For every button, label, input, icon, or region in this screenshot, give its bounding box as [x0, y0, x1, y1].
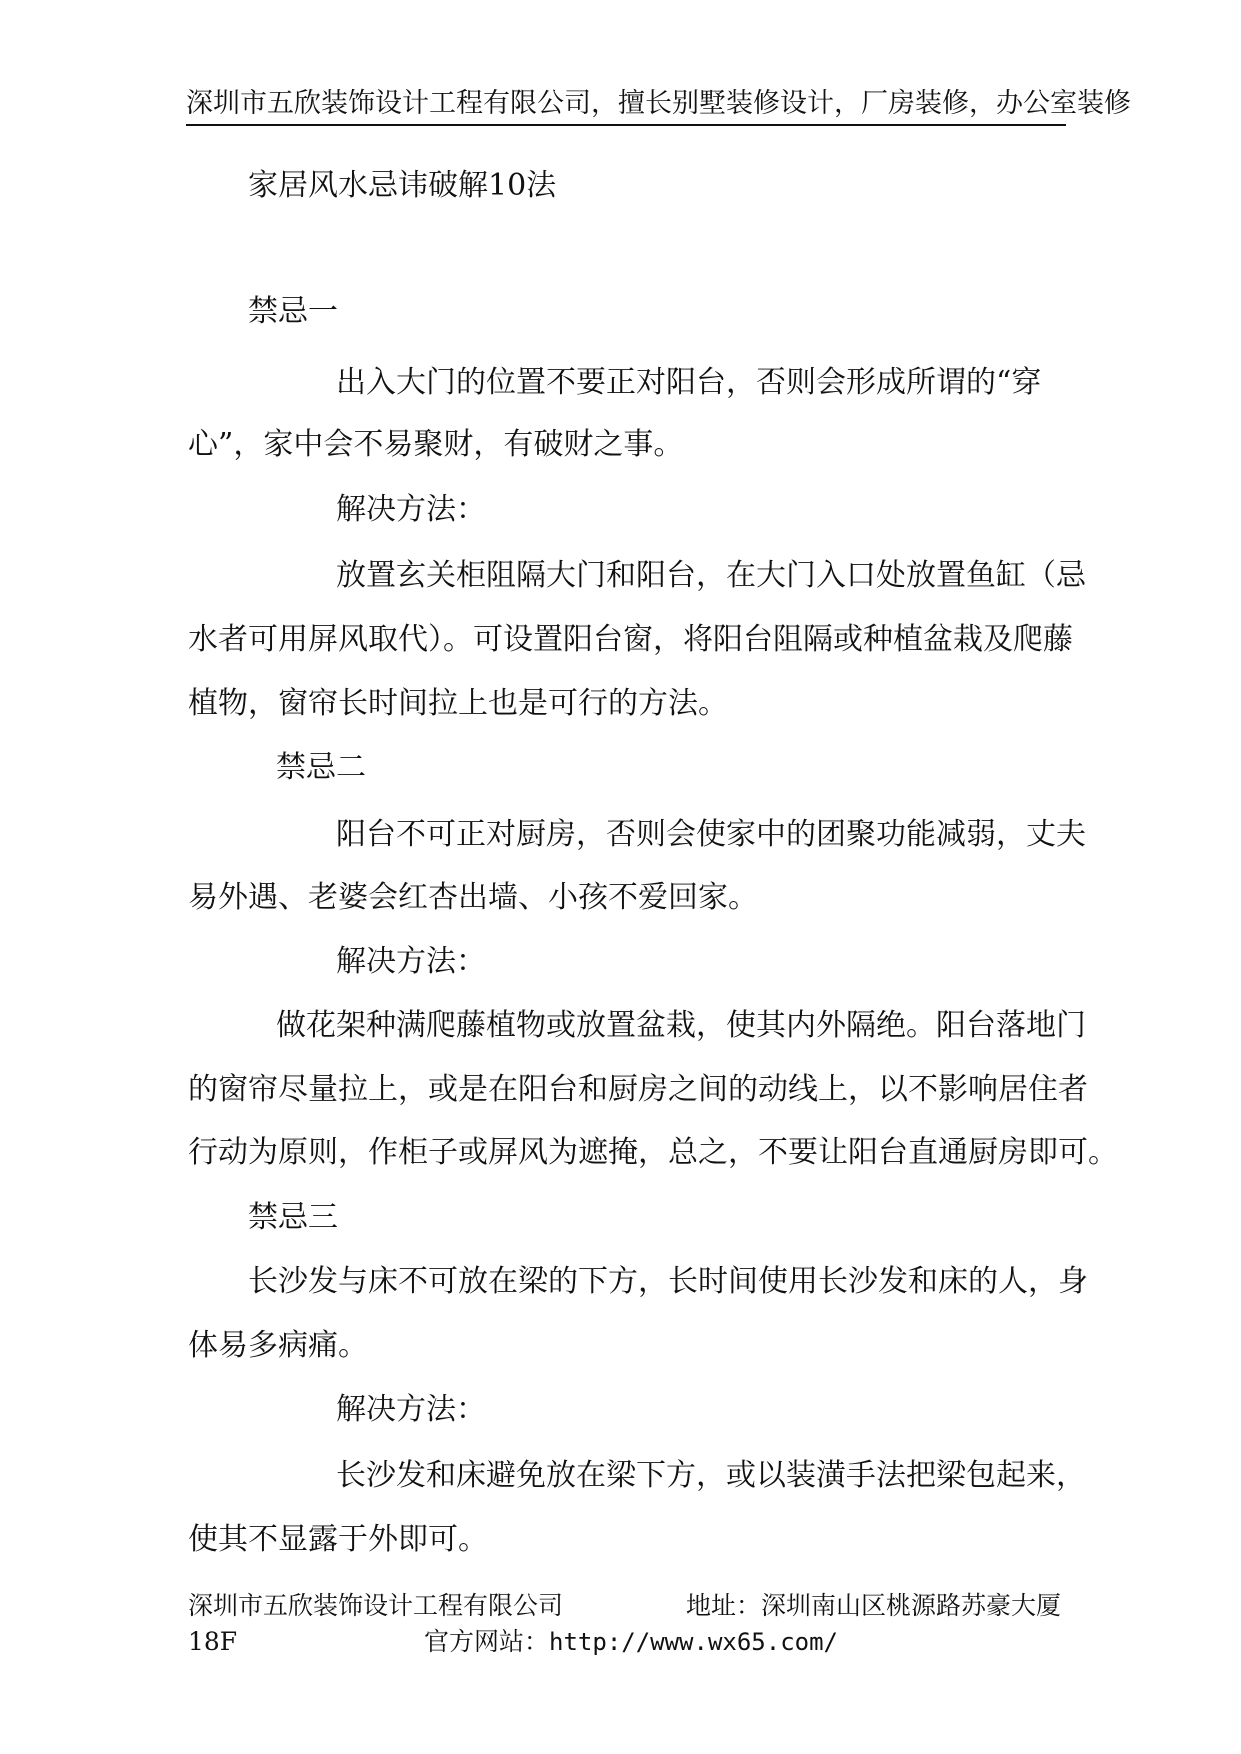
- paragraph-line: 放置玄关柜阻隔大门和阳台，在大门入口处放置鱼缸（忌: [336, 558, 1086, 593]
- paragraph-line: 植物，窗帘长时间拉上也是可行的方法。: [188, 686, 728, 721]
- footer-website-label: 官方网站：: [424, 1627, 550, 1656]
- paragraph-line: 长沙发和床避免放在梁下方，或以装潢手法把梁包起来，: [336, 1458, 1086, 1493]
- document-title: 家居风水忌讳破解10法: [248, 168, 557, 203]
- footer-website: [424, 1626, 838, 1658]
- footer-floor: 18F: [188, 1627, 238, 1656]
- section-heading-1: 禁忌一: [248, 294, 338, 329]
- page-header: 深圳市五欣装饰设计工程有限公司，擅长别墅装修设计，厂房装修，办公室装修: [186, 88, 1131, 119]
- paragraph-line: 的窗帘尽量拉上，或是在阳台和厨房之间的动线上，以不影响居住者: [188, 1072, 1088, 1107]
- paragraph-line: 长沙发与床不可放在梁的下方，长时间使用长沙发和床的人，身: [248, 1264, 1088, 1299]
- solution-label: 解决方法：: [336, 944, 486, 979]
- paragraph-line: 心”，家中会不易聚财，有破财之事。: [188, 427, 684, 462]
- footer-address: 地址：深圳南山区桃源路苏豪大厦: [686, 1591, 1062, 1620]
- paragraph-line: 使其不显露于外即可。: [188, 1522, 488, 1557]
- paragraph-line: 易外遇、老婆会红杏出墙、小孩不爱回家。: [188, 880, 758, 915]
- paragraph-line: 阳台不可正对厨房，否则会使家中的团聚功能减弱，丈夫: [336, 817, 1086, 852]
- header-rule: [186, 124, 1066, 126]
- footer-website-url[interactable]: http://www.wx65.com/: [549, 1628, 838, 1656]
- paragraph-line: 体易多病痛。: [188, 1328, 368, 1363]
- paragraph-line: 出入大门的位置不要正对阳台，否则会形成所谓的“穿: [336, 365, 1042, 400]
- section-heading-2: 禁忌二: [276, 750, 366, 785]
- solution-label: 解决方法：: [336, 1392, 486, 1427]
- paragraph-line: 行动为原则，作柜子或屏风为遮掩，总之，不要让阳台直通厨房即可。: [188, 1135, 1118, 1170]
- paragraph-line: 水者可用屏风取代）。可设置阳台窗，将阳台阻隔或种植盆栽及爬藤: [188, 622, 1073, 657]
- solution-label: 解决方法：: [336, 492, 486, 527]
- footer-company: 深圳市五欣装饰设计工程有限公司: [188, 1591, 564, 1620]
- paragraph-line: 做花架种满爬藤植物或放置盆栽，使其内外隔绝。阳台落地门: [276, 1008, 1086, 1043]
- section-heading-3: 禁忌三: [248, 1200, 338, 1235]
